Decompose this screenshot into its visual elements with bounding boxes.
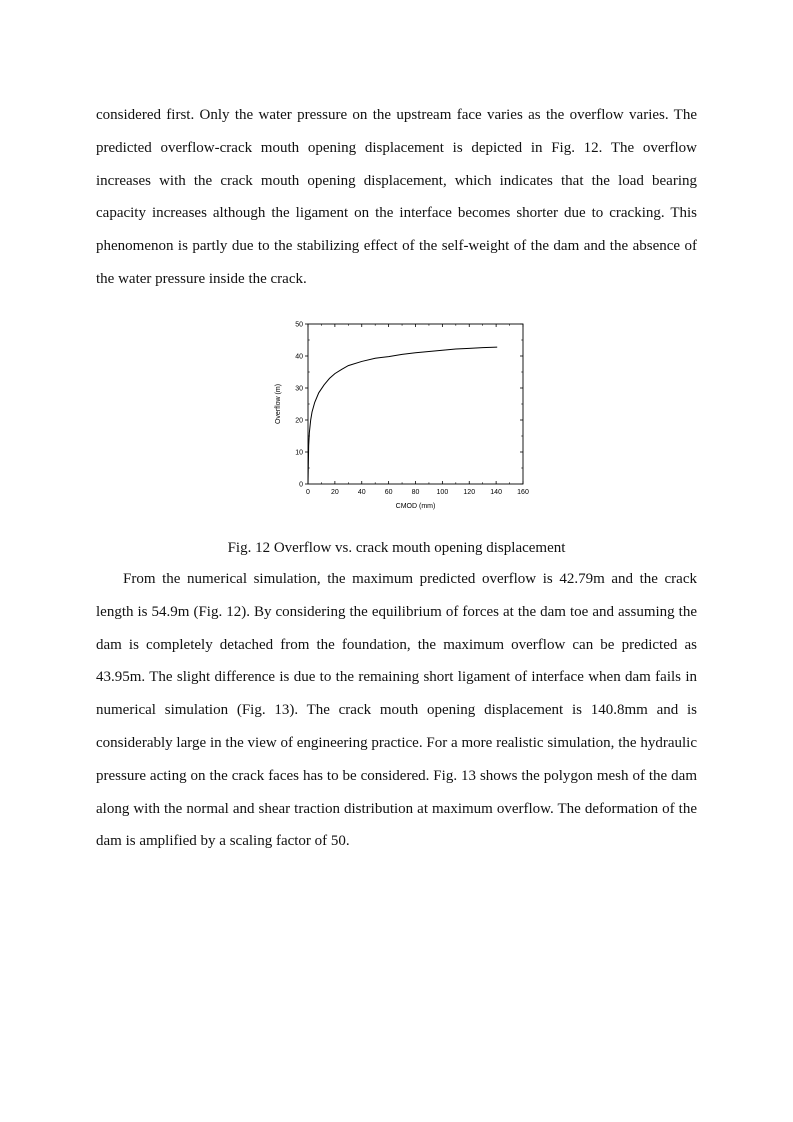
y-tick-label: 0 <box>299 481 303 489</box>
x-tick-label: 120 <box>463 489 476 496</box>
x-tick-label: 20 <box>330 489 339 496</box>
x-tick-label: 80 <box>411 489 420 496</box>
x-tick-label: 160 <box>517 489 529 496</box>
x-tick-label: 40 <box>357 489 366 496</box>
y-tick-label: 10 <box>295 449 303 457</box>
y-tick-label: 20 <box>295 417 303 425</box>
series-line <box>308 347 497 484</box>
figure-12 <box>250 312 550 522</box>
y-tick-label: 30 <box>295 385 303 393</box>
x-tick-label: 60 <box>384 489 393 496</box>
x-tick-label: 140 <box>490 489 502 496</box>
y-tick-label: 50 <box>295 321 303 329</box>
plot-frame <box>308 324 523 484</box>
overflow-cmod-chart <box>250 312 550 522</box>
x-tick-label: 0 <box>306 489 310 496</box>
x-tick-label: 100 <box>436 489 449 496</box>
figure-caption: Fig. 12 Overflow vs. crack mouth opening displacement <box>227 540 566 556</box>
y-axis-label: Overflow (m) <box>275 383 282 425</box>
paragraph-2: From the numerical simulation, the maximum predicted overflow is 42.79m and the crack length is 54.9m (Fig. 12). By considering the equilibrium of forces at the dam toe and assuming the dam is completely detached from the foundation, the maximum overflow can be predicted as 43.95m. The slight difference is due to the remaining short ligament of interface when dam fails in numerical simulation (Fig. 13). The crack mouth opening displacement is 140.8mm and is considerably large in the view of engineering practice. For a more realistic simulation, the hydraulic pressure acting on the crack faces has to be considered. Fig. 13 shows the polygon mesh of the dam along with the normal and shear traction distribution at maximum overflow. The deformation of the dam is amplified by a scaling factor of 50. <box>96 571 697 850</box>
x-axis-label: CMOD (mm) <box>395 503 436 510</box>
paragraph-1: considered first. Only the water pressure on the upstream face varies as the overflow varies. The predicted overflow-crack mouth opening displacement is depicted in Fig. 12. The overflow increases with the crack mouth opening displacement, which indicates that the load bearing capacity increases although the ligament on the interface becomes shorter due to cracking. This phenomenon is partly due to the stabilizing effect of the self-weight of the dam and the absence of the water pressure inside the crack. <box>96 107 697 287</box>
y-tick-label: 40 <box>295 353 303 361</box>
